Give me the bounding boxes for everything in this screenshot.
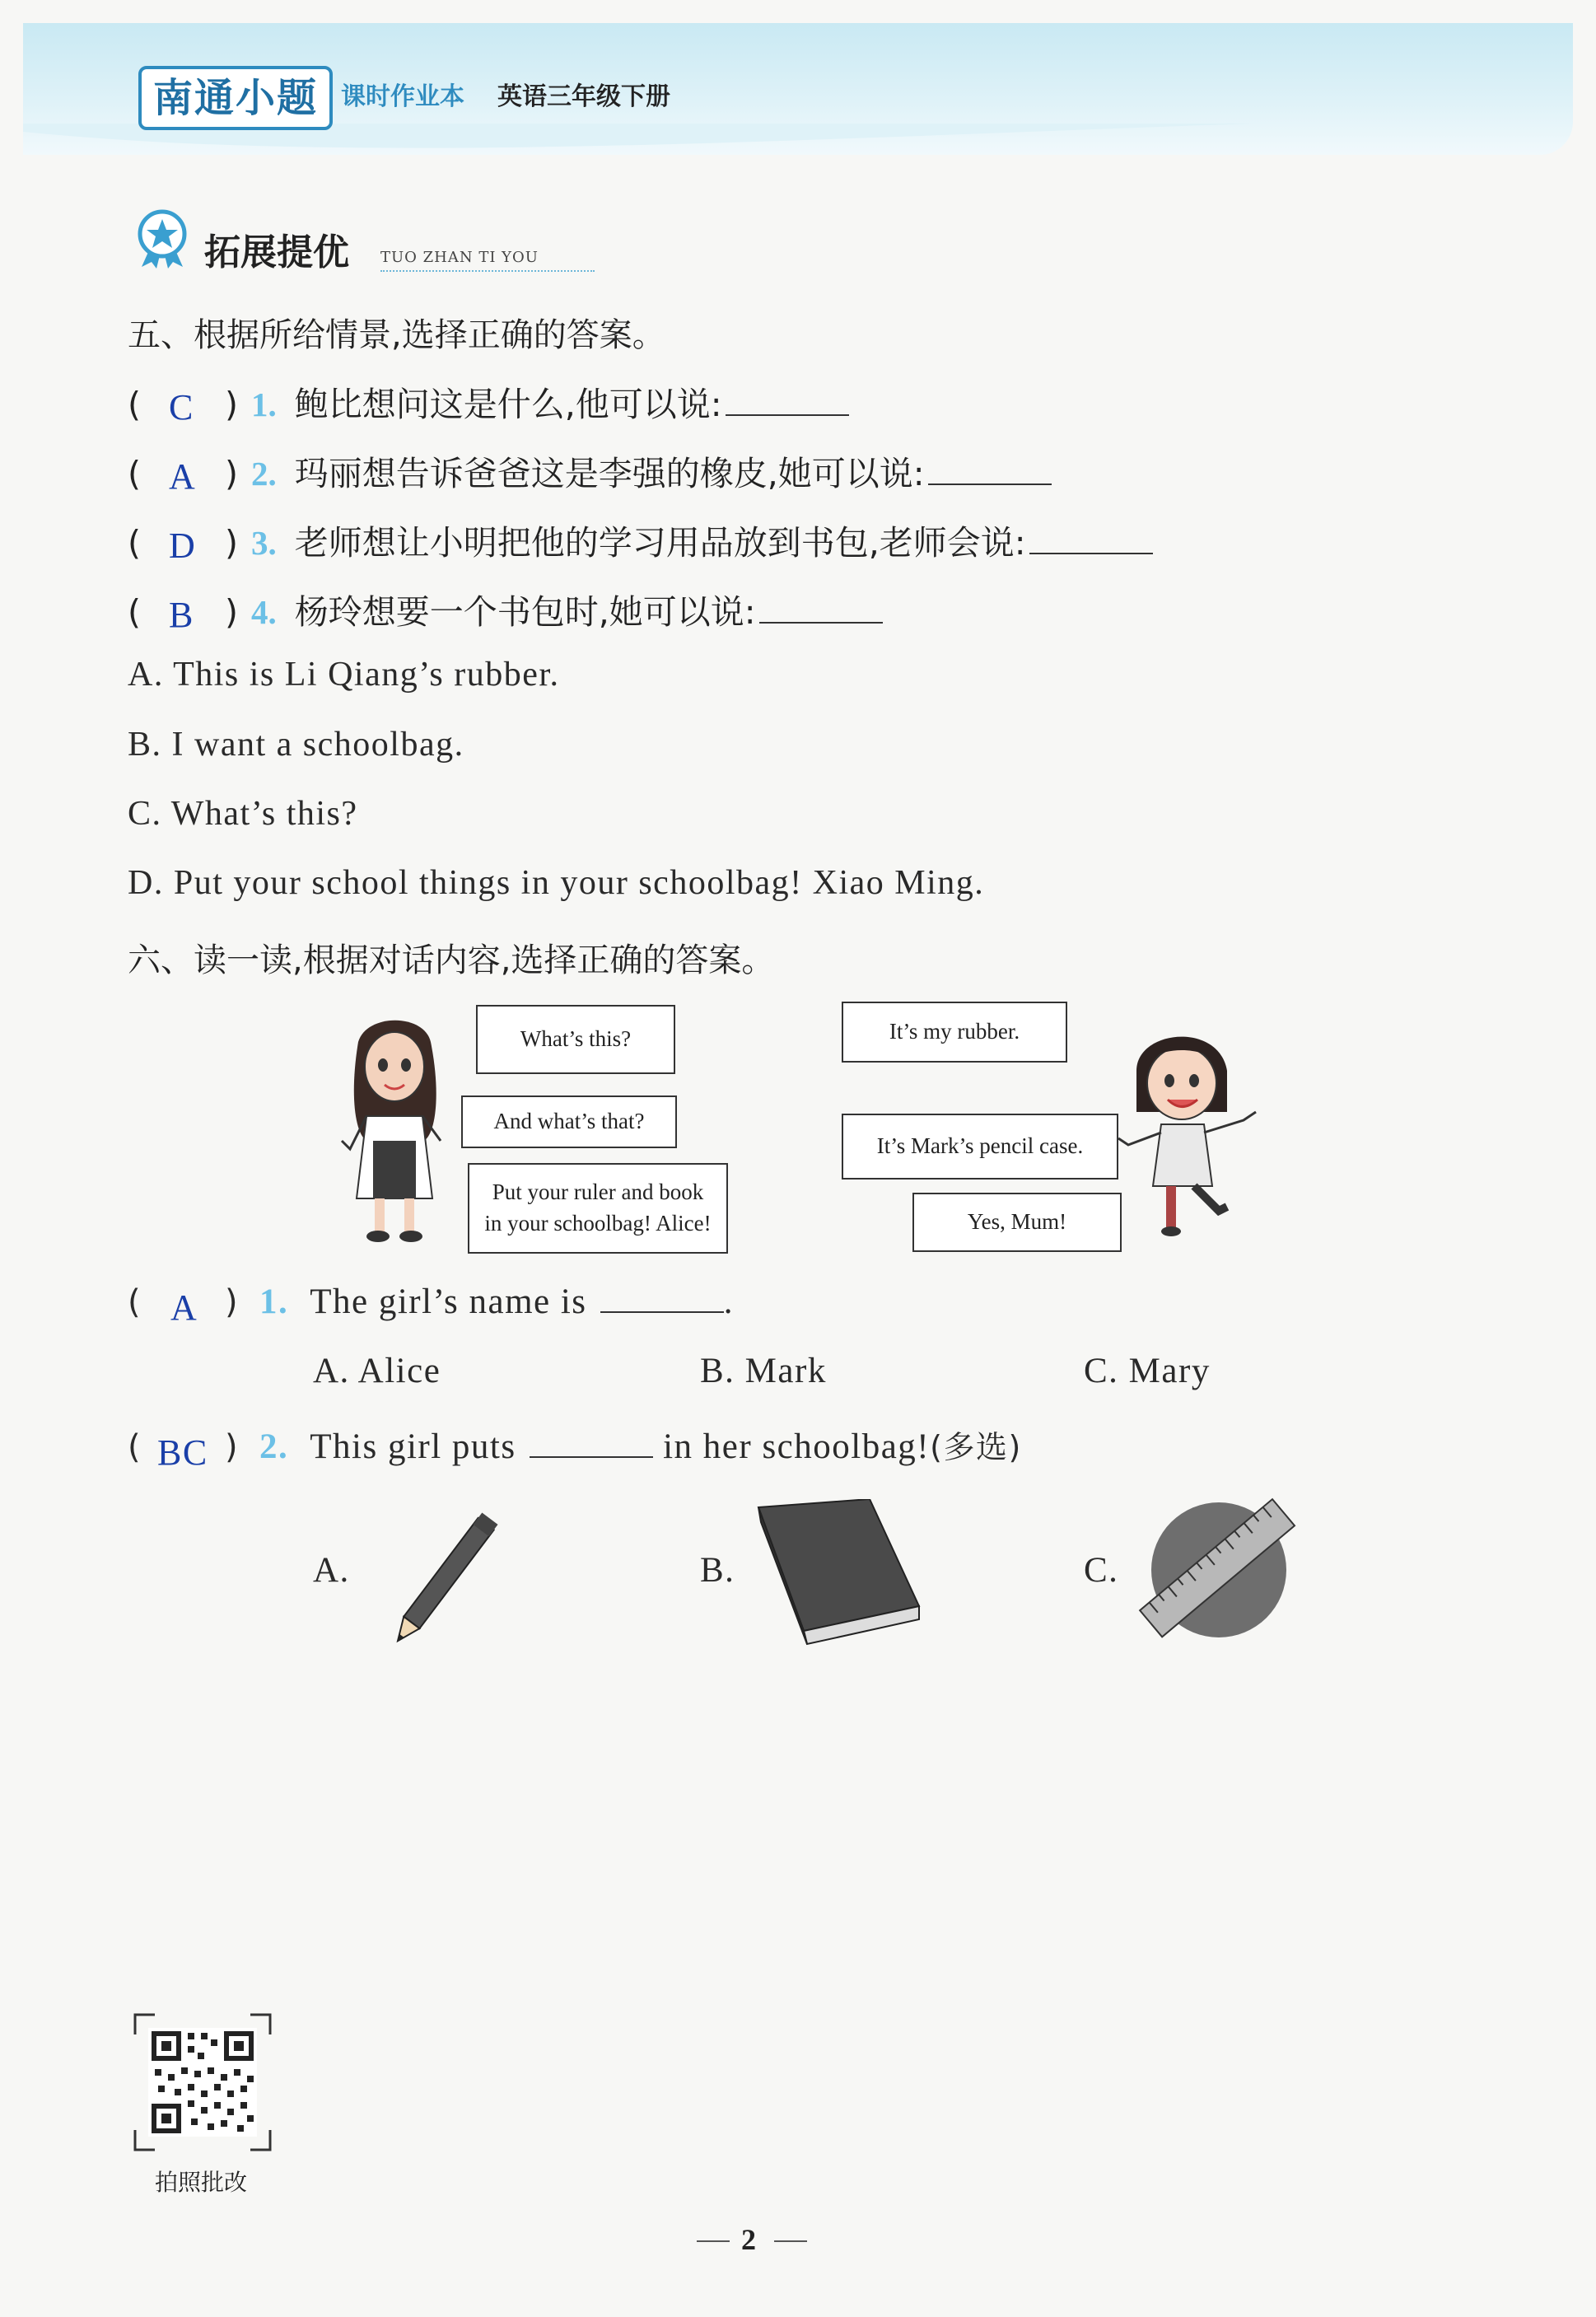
star-badge-icon xyxy=(132,208,193,269)
answer-blank[interactable] xyxy=(530,1432,653,1458)
part6-question-2: ( BC ) 2. This girl puts in her schoolbag!(多选) xyxy=(128,1427,1022,1473)
answer-blank[interactable] xyxy=(726,388,849,416)
option-b: B. I want a schoolbag. xyxy=(128,726,464,764)
choice-c: C. xyxy=(1084,1551,1119,1590)
bubble-line: Put your ruler and book xyxy=(492,1180,704,1205)
option-d: D. Put your school things in your schoolbag! Xiao Ming. xyxy=(128,864,985,902)
page-dash-left xyxy=(697,2240,730,2242)
question-text: 玛丽想告诉爸爸这是李强的橡皮,她可以说: xyxy=(294,454,925,493)
qr-label: 拍照批改 xyxy=(155,2169,248,2196)
choice-c: C. Mary xyxy=(1084,1352,1211,1390)
page-number: 2 xyxy=(741,2223,756,2256)
multi-select-note: (多选) xyxy=(930,1429,1022,1465)
choice-b: B. xyxy=(700,1551,735,1590)
choice-b: B. Mark xyxy=(700,1352,827,1390)
answer: D xyxy=(169,526,195,566)
part5-question: ( D ) 3. 老师想让小明把他的学习用品放到书包,老师会说: xyxy=(128,516,1153,564)
speech-bubble: It’s Mark’s pencil case. xyxy=(842,1114,1118,1180)
book-title: 英语三年级下册 xyxy=(497,82,670,111)
page-dash-right xyxy=(774,2240,807,2242)
answer: C xyxy=(169,387,194,427)
answer-blank[interactable] xyxy=(928,457,1052,485)
answer: A xyxy=(170,1287,198,1328)
part5-question: ( A ) 2. 玛丽想告诉爸爸这是李强的橡皮,她可以说: xyxy=(128,446,1052,495)
speech-bubble: Yes, Mum! xyxy=(912,1193,1122,1252)
speech-bubble: And what’s that? xyxy=(461,1095,677,1148)
answer: A xyxy=(169,456,195,497)
question-text: 杨玲想要一个书包时,她可以说: xyxy=(294,592,756,632)
book-icon xyxy=(754,1499,927,1647)
qr-code[interactable] xyxy=(130,2010,275,2155)
question-text: The girl’s name is xyxy=(310,1282,587,1321)
question-number: 2. xyxy=(251,455,277,493)
question-text: This girl puts xyxy=(310,1427,516,1466)
choice-a: A. Alice xyxy=(313,1352,441,1390)
answer-blank[interactable] xyxy=(600,1287,724,1313)
qr-code-icon xyxy=(130,2010,275,2155)
answer: B xyxy=(169,595,194,635)
part5-question: ( B ) 4. 杨玲想要一个书包时,她可以说: xyxy=(128,585,883,633)
section-divider xyxy=(380,270,595,272)
speech-bubble: It’s my rubber. xyxy=(842,1002,1067,1063)
section-title: 拓展提优 xyxy=(204,231,349,273)
bubble-line: in your schoolbag! Alice! xyxy=(484,1211,712,1236)
answer-blank[interactable] xyxy=(1029,526,1153,554)
part6-heading: 六、读一读,根据对话内容,选择正确的答案。 xyxy=(128,941,775,979)
question-number: 1. xyxy=(251,385,277,423)
question-text: 老师想让小明把他的学习用品放到书包,老师会说: xyxy=(294,523,1026,563)
question-number: 4. xyxy=(251,593,277,631)
option-a: A. This is Li Qiang’s rubber. xyxy=(128,656,560,694)
question-number: 3. xyxy=(251,524,277,562)
brand-subtitle: 课时作业本 xyxy=(341,82,464,111)
question-text: 鲍比想问这是什么,他可以说: xyxy=(294,385,722,424)
question-text: in her schoolbag! xyxy=(663,1427,931,1466)
section-pinyin: TUO ZHAN TI YOU xyxy=(380,249,539,266)
question-number: 1. xyxy=(259,1282,289,1321)
speech-bubble xyxy=(468,1163,728,1254)
ruler-icon xyxy=(1136,1488,1301,1652)
answer-blank[interactable] xyxy=(759,596,883,624)
brand-logo: 南通小题 xyxy=(138,66,333,130)
pencil-icon xyxy=(369,1488,534,1652)
mother-illustration xyxy=(334,1009,457,1244)
question-number: 2. xyxy=(259,1427,289,1466)
choice-a: A. xyxy=(313,1551,350,1590)
speech-bubble: What’s this? xyxy=(476,1005,675,1074)
part5-heading: 五、根据所给情景,选择正确的答案。 xyxy=(128,316,665,354)
part6-question-1: ( A ) 1. The girl’s name is . xyxy=(128,1282,735,1328)
option-c: C. What’s this? xyxy=(128,795,358,833)
girl-illustration xyxy=(1112,1021,1276,1244)
answer: BC xyxy=(157,1432,208,1473)
header-wave xyxy=(23,124,1573,173)
part5-question: ( C ) 1. 鲍比想问这是什么,他可以说: xyxy=(128,377,849,426)
